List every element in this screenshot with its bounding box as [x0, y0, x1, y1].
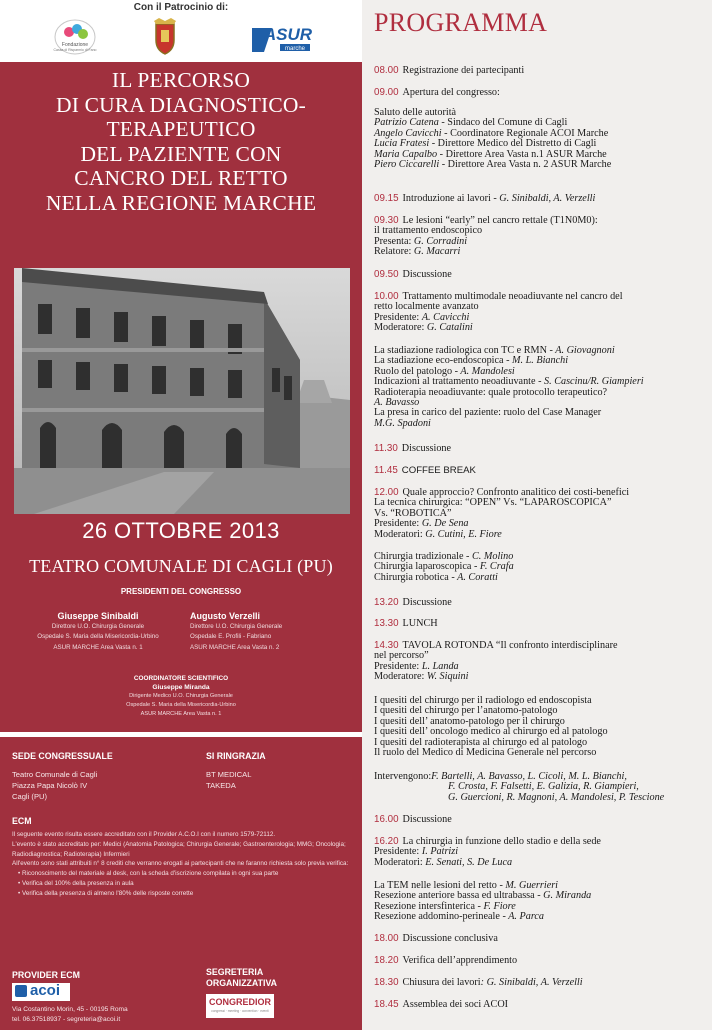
quesiti-list [374, 696, 708, 758]
session-time: 18.20 [374, 955, 399, 966]
sede-line: Cagli (PU) [12, 792, 48, 801]
title-line: NELLA REGIONE MARCHE [45, 190, 317, 215]
congredior-logo [206, 994, 274, 1018]
session-1620 [374, 837, 708, 868]
session-text: Vs. “ROBOTICA” [374, 507, 452, 519]
title-line: DEL PAZIENTE CON [80, 141, 282, 166]
session-time: 14.30 [374, 640, 399, 651]
session-time: 09.00 [374, 87, 399, 98]
session-1200 [374, 488, 708, 540]
foundation-name: Fondazione [61, 42, 89, 48]
provider-address: Via Costantino Morin, 45 - 00195 Roma [12, 1006, 128, 1013]
president-card [190, 610, 330, 653]
talk-row: La stadiazione radiologica con TC e RMN - A. Giovagnoni [374, 345, 615, 356]
session-text: La tecnica chirurgica: “OPEN” Vs. “LAPAROSCOPICA” [374, 497, 612, 509]
ecm-bullet: • Verifica della presenza di almeno l'80% delle risposte corrette [18, 889, 194, 897]
chair-row: Presidente: G. De Sena [374, 518, 469, 530]
session-0930 [374, 216, 708, 258]
talk-row: M.G. Spadoni [374, 417, 431, 429]
saluto-autorita [374, 108, 708, 170]
session-1600 [374, 815, 708, 825]
session-1830 [374, 978, 708, 988]
ecm-heading: ECM [12, 816, 32, 826]
talk-row: Chirurgia robotica - A. Coratti [374, 571, 498, 583]
session-speakers: : G. Sinibaldi, A. Verzelli [480, 977, 583, 988]
session-text: Chiusura dei lavori [402, 977, 481, 988]
talk-row: La presa in carico del paziente: ruolo del Case Manager [374, 407, 602, 419]
session-1845 [374, 1000, 708, 1010]
session-1800 [374, 934, 708, 944]
president-hospital: Ospedale S. Maria della Misericordia-Urbino [37, 633, 159, 641]
talk-row: Chirurgia laparoscopica - F. Crafa [374, 561, 514, 573]
session-time: 16.00 [374, 814, 399, 825]
session-1330 [374, 619, 708, 629]
ecm-paragraph: L'evento è stato accreditato per: Medici (Anatomia Patologica; Chirurgia Generale; Gastroenterologia; MMG; Oncologia; Radiodiagnostica; Radioterapia) Infermieri [12, 840, 346, 858]
sponsors-list [206, 769, 251, 791]
ecm-paragraph: All'evento sono stati attribuiti n° 8 crediti che verranno erogati ai partecipanti che ne faranno richiesta solo previa verifica: [12, 860, 349, 868]
scientific-coordinator [0, 674, 362, 719]
session-time: 11.30 [374, 443, 398, 454]
acoi-logo-text: acoi [30, 982, 61, 999]
title-line: IL PERCORSO [111, 68, 251, 92]
session-text: La chirurgia in funzione dello stadio e della sede [402, 836, 601, 847]
program-column [362, 0, 712, 1030]
title-line: CANCRO DEL RETTO [74, 166, 288, 191]
session-text: Discussione [402, 269, 452, 280]
authority-row: Patrizio Catena - Sindaco del Comune di Cagli [374, 117, 568, 129]
session-time: 18.30 [374, 977, 399, 988]
session-text: Le lesioni “early” nel cancro rettale (T1N0M0): [402, 215, 598, 226]
session-time: 16.20 [374, 836, 399, 847]
intervengono-names: F. Crosta, F. Falsetti, E. Galizia, R. Giampieri, [448, 781, 639, 793]
patronage-label: Con il Patrocinio di: [133, 2, 229, 13]
president-name: Giuseppe Sinibaldi [57, 611, 139, 621]
session-1320 [374, 598, 708, 608]
session-text: Assemblea dei soci ACOI [402, 999, 509, 1010]
authority-row: Lucia Fratesi - Direttore Medico del Distretto di Cagli [374, 138, 597, 150]
session-1000 [374, 292, 708, 334]
quesito: I quesiti dell’ anatomo-patologo per il chirurgo [374, 715, 565, 727]
president-name: Augusto Verzelli [190, 611, 261, 621]
talks-1200 [374, 552, 708, 583]
event-title [8, 68, 354, 216]
session-speakers: - G. Sinibaldi, A. Verzelli [490, 193, 596, 204]
session-opening [374, 88, 708, 98]
session-text: LUNCH [402, 618, 438, 629]
coordinator-hospital: Ospedale S. Maria della Misericordia-Urbino [126, 702, 236, 708]
talk-row: Radioterapia neoadiuvante: quale protocollo terapeutico? [374, 386, 608, 398]
session-time: 10.00 [374, 291, 399, 302]
intervengono-names: G. Guercioni, R. Magnoni, A. Mandolesi, P. Tescione [448, 791, 665, 803]
ecm-bullet: • Riconoscimento del materiale al desk, con la scheda d'iscrizione compilata in ogni sua parte [18, 870, 279, 878]
segreteria-heading [206, 967, 277, 989]
session-text: Trattamento multimodale neoadiuvante nel cancro del [402, 291, 623, 302]
session-time: 18.45 [374, 999, 399, 1010]
saluto-heading: Saluto delle autorità [374, 107, 457, 118]
session-text: Verifica dell’apprendimento [402, 955, 518, 966]
session-time: 18.00 [374, 933, 399, 944]
intervengono [374, 772, 708, 803]
coordinator-heading: COORDINATORE SCIENTIFICO [133, 675, 229, 682]
session-time: 09.15 [374, 193, 399, 204]
session-text: Introduzione ai lavori [402, 193, 491, 204]
asur-text: ASUR [263, 25, 313, 44]
president-area: ASUR MARCHE Area Vasta n. 1 [53, 643, 143, 651]
talks-1620 [374, 881, 708, 923]
quesito: Il ruolo del Medico di Medicina Generale nel percorso [374, 747, 597, 759]
session-time: 13.20 [374, 597, 399, 608]
session-text: Registrazione dei partecipanti [402, 65, 525, 76]
event-venue: TEATRO COMUNALE DI CAGLI (PU) [29, 556, 333, 576]
talk-row: Indicazioni al trattamento neoadiuvante - S. Cascinu/R. Giampieri [374, 376, 644, 388]
sede-address [12, 769, 97, 802]
president-hospital: Ospedale E. Profili - Fabriano [190, 633, 272, 641]
talk-row: Ruolo del patologo - A. Mandolesi [374, 365, 515, 377]
session-text: Discussione [402, 597, 452, 608]
title-line: TERAPEUTICO [106, 117, 256, 142]
foundation-subname: Cassa di Risparmio di Fano [53, 48, 97, 52]
president-role: Direttore U.O. Chirurgia Generale [190, 623, 283, 630]
ecm-bullet: • Verifica del 100% della presenza in aula [18, 879, 134, 887]
talk-row: Resezione addomino-perineale - A. Parca [374, 911, 545, 923]
session-text: TAVOLA ROTONDA “Il confronto interdisciplinare [402, 640, 618, 651]
presenter-row: Presenta: G. Corradini [374, 235, 468, 247]
session-time: 08.00 [374, 65, 399, 76]
talk-row: A. Bavasso [374, 397, 420, 409]
session-1430 [374, 641, 708, 683]
talk-row: Resezione anteriore bassa ed ultrabassa - G. Miranda [374, 890, 592, 902]
authority-row: Piero Ciccarelli - Direttore Area Vasta n. 2 ASUR Marche [374, 159, 612, 171]
intervengono-label: Intervengono: [374, 771, 432, 782]
event-date: 26 OTTOBRE 2013 [82, 518, 280, 543]
sede-line: Piazza Papa Nicolò IV [12, 781, 88, 790]
session-text: retto localmente avanzato [374, 301, 479, 313]
moderator-row: Moderatori: G. Cutini, E. Fiore [374, 528, 502, 540]
session-0950 [374, 270, 708, 280]
asur-marche-logo [250, 22, 314, 56]
quesito: I quesiti dell’ oncologo medico al chirurgo ed al patologo [374, 726, 608, 738]
coordinator-area: ASUR MARCHE Area Vasta n. 1 [140, 711, 222, 717]
sede-line: Teatro Comunale di Cagli [12, 770, 98, 779]
stemma-icon [150, 18, 180, 56]
authority-row: Angelo Cavicchi - Coordinatore Regionale ACOI Marche [374, 127, 609, 139]
quesito: I quesiti del chirurgo per il radiologo ed endoscopista [374, 695, 592, 706]
segreteria-line: SEGRETERIA [206, 967, 264, 977]
session-registration [374, 66, 708, 76]
quesito: I quesiti del radioterapista al chirurgo ed al patologo [374, 736, 588, 748]
talks-1000 [374, 346, 708, 429]
talk-row: Resezione intersfinterica - F. Fiore [374, 900, 516, 912]
building-photo [14, 268, 350, 514]
congredior-logo-text: CONGREDIOR [208, 997, 271, 1007]
session-text: Apertura del congresso: [402, 87, 500, 98]
segreteria-line: ORGANIZZATIVA [206, 978, 278, 988]
session-text: Quale approccio? Confronto analitico dei costi-benefici [402, 487, 630, 498]
provider-contacts: tel. 06.37518937 - segreteria@acoi.it [12, 1016, 121, 1023]
session-time: 11.45 [374, 465, 398, 476]
ecm-body [12, 830, 358, 899]
info-panel [0, 737, 362, 1030]
sponsor: BT MEDICAL [206, 770, 252, 779]
moderator-row: Moderatori: E. Senati, S. De Luca [374, 856, 513, 868]
session-time: 12.00 [374, 487, 399, 498]
session-text: Discussione conclusiva [402, 933, 498, 944]
moderator-row: Moderatore: W. Siquini [374, 671, 469, 683]
coordinator-role: Dirigente Medico U.O. Chirurgia Generale [129, 693, 233, 699]
intervengono-names: F. Bartelli, A. Bavasso, L. Cicoli, M. L. Bianchi, [431, 771, 627, 782]
talk-row: Chirurgia tradizionale - C. Molino [374, 551, 514, 562]
quesito: I quesiti del chirurgo per l’anatomo-patologo [374, 705, 558, 717]
title-line: DI CURA DIAGNOSTICO- [55, 92, 307, 117]
session-time: 13.30 [374, 618, 399, 629]
chair-row: Presidente: L. Landa [374, 660, 459, 672]
chair-row: Presidente: I. Patrizi [374, 846, 459, 858]
provider-heading: PROVIDER ECM [12, 970, 80, 980]
session-text: Discussione [402, 814, 452, 825]
patronage-bar [0, 0, 362, 62]
chair-row: Presidente: A. Cavicchi [374, 311, 470, 323]
session-text: nel percorso” [374, 650, 429, 662]
session-1820 [374, 956, 708, 966]
session-text: Discussione [401, 443, 452, 454]
ecm-paragraph: Il seguente evento risulta essere accreditato con il Provider A.C.O.I con il numero 1579-72112. [12, 831, 276, 838]
coordinator-name: Giuseppe Miranda [152, 684, 210, 691]
session-0915 [374, 194, 708, 204]
session-1145 [374, 466, 708, 476]
session-text: COFFEE BREAK [401, 465, 476, 476]
program-title: PROGRAMMA [374, 8, 548, 37]
authority-row: Maria Capalbo - Direttore Area Vasta n.1 ASUR Marche [374, 148, 607, 160]
president-area: ASUR MARCHE Area Vasta n. 2 [190, 643, 280, 651]
session-text: il trattamento endoscopico [374, 225, 483, 237]
session-time: 09.50 [374, 269, 399, 280]
event-hero [0, 62, 362, 732]
sponsor: TAKEDA [206, 781, 236, 790]
talk-row: La TEM nelle lesioni del retto - M. Guerrieri [374, 880, 559, 891]
session-time: 09.30 [374, 215, 399, 226]
ringrazia-heading: SI RINGRAZIA [206, 751, 266, 761]
foundation-logo [52, 18, 98, 56]
talk-row: La stadiazione eco-endoscopica - M. L. Bianchi [374, 355, 569, 367]
provider-contact [12, 1005, 128, 1025]
moderator-row: Moderatore: G. Catalini [374, 322, 473, 334]
acoi-logo [12, 983, 70, 1001]
session-1130 [374, 444, 708, 454]
presidents-heading: PRESIDENTI DEL CONGRESSO [120, 587, 242, 596]
sede-heading: SEDE CONGRESSUALE [12, 751, 113, 761]
president-card [18, 610, 178, 653]
speaker-row: Relatore: G. Macarri [374, 246, 461, 258]
asur-subtext: marche [284, 46, 306, 52]
president-role: Direttore U.O. Chirurgia Generale [51, 623, 145, 630]
congredior-logo-sub: congressi · meeting · convention · eventi [211, 1009, 269, 1013]
